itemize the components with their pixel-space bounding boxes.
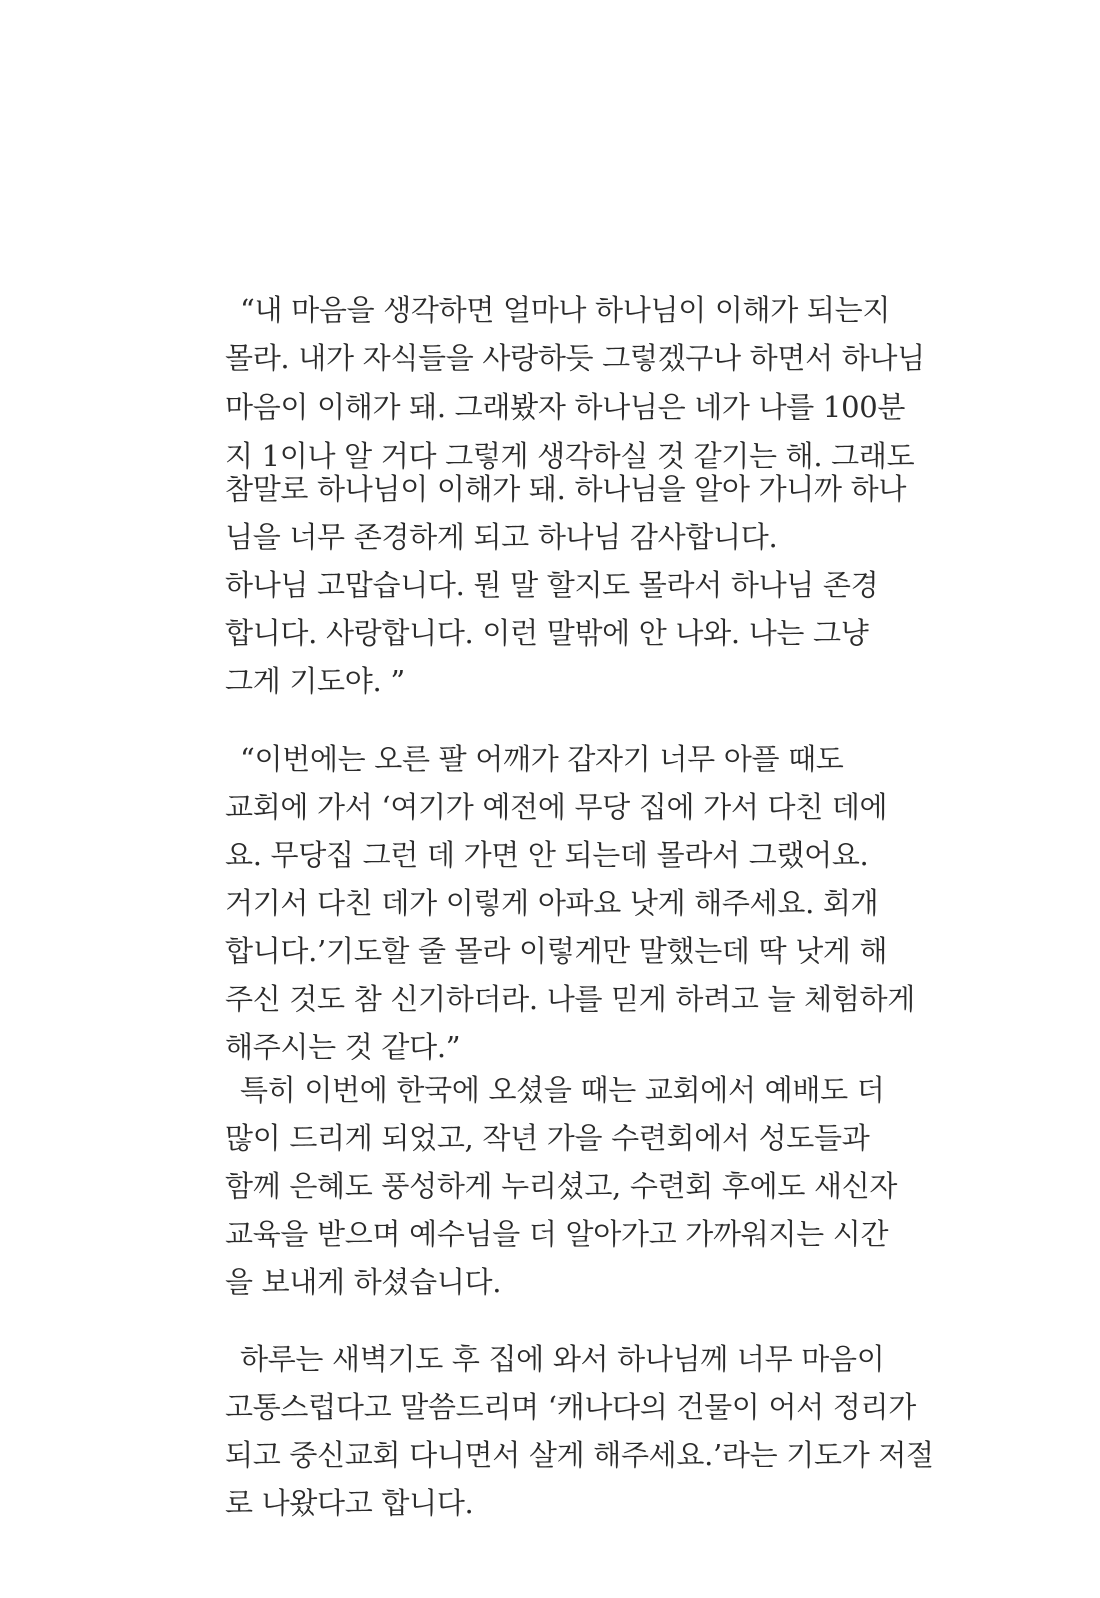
text-line: 합니다.’기도할 줄 몰라 이렇게만 말했는데 딱 낫게 해 <box>225 934 888 968</box>
text-line: 교육을 받으며 예수님을 더 알아가고 가까워지는 시간 <box>225 1217 889 1251</box>
text-line: 을 보내게 하셨습니다. <box>225 1265 502 1299</box>
text-line: 참말로 하나님이 이해가 돼. 하나님을 알아 가니까 하나 <box>225 472 907 506</box>
text-line: “이번에는 오른 팔 어깨가 갑자기 너무 아플 때도 <box>240 742 844 776</box>
text-line: 님을 너무 존경하게 되고 하나님 감사합니다. <box>225 520 778 554</box>
text-line: 거기서 다친 데가 이렇게 아파요 낫게 해주세요. 회개 <box>225 886 879 920</box>
text-line: 특히 이번에 한국에 오셨을 때는 교회에서 예배도 더 <box>240 1073 885 1107</box>
text-line: 교회에 가서 ‘여기가 예전에 무당 집에 가서 다친 데에 <box>225 790 888 824</box>
text-line: 되고 중신교회 다니면서 살게 해주세요.’라는 기도가 저절 <box>225 1438 934 1472</box>
text-line: 고통스럽다고 말씀드리며 ‘캐나다의 건물이 어서 정리가 <box>225 1390 916 1424</box>
text-line: 합니다. 사랑합니다. 이런 말밖에 안 나와. 나는 그냥 <box>225 616 869 650</box>
text-line: 몰라. 내가 자식들을 사랑하듯 그렇겠구나 하면서 하나님 <box>225 341 925 375</box>
text-line: 마음이 이해가 돼. 그래봤자 하나님은 네가 나를 100분 <box>225 390 906 424</box>
text-line: 함께 은혜도 풍성하게 누리셨고, 수련회 후에도 새신자 <box>225 1169 898 1203</box>
text-line: “내 마음을 생각하면 얼마나 하나님이 이해가 되는지 <box>240 293 891 327</box>
text-line: 하루는 새벽기도 후 집에 와서 하나님께 너무 마음이 <box>240 1342 885 1376</box>
text-line: 해주시는 것 같다.” <box>225 1030 461 1064</box>
text-line: 요. 무당집 그런 데 가면 안 되는데 몰라서 그랬어요. <box>225 838 869 872</box>
text-line: 지 1이나 알 거다 그렇게 생각하실 것 같기는 해. 그래도 <box>225 439 915 473</box>
text-line: 주신 것도 참 신기하더라. 나를 믿게 하려고 늘 체험하게 <box>225 982 915 1016</box>
text-line: 많이 드리게 되었고, 작년 가을 수련회에서 성도들과 <box>225 1121 870 1155</box>
text-line: 그게 기도야. ” <box>225 664 405 698</box>
text-line: 로 나왔다고 합니다. <box>225 1486 474 1520</box>
text-line: 하나님 고맙습니다. 뭔 말 할지도 몰라서 하나님 존경 <box>225 568 879 602</box>
